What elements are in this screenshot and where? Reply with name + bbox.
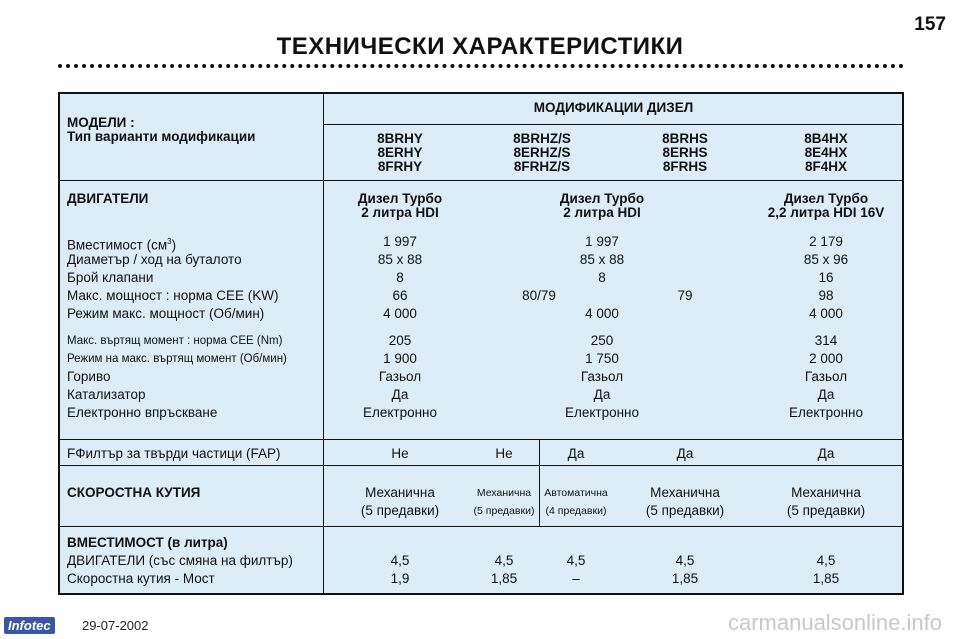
dotted-divider — [58, 64, 904, 68]
power-rpm-value: 4 000 — [809, 306, 843, 321]
engines-heading: ДВИГАТЕЛИ — [67, 191, 149, 206]
fap-label: FФилтър за твърди частици (FAP) — [67, 446, 281, 461]
model-code: 8FRHZ/S — [513, 159, 571, 174]
capacity-value: 1 997 — [383, 234, 417, 249]
page-title: ТЕХНИЧЕСКИ ХАРАКТЕРИСТИКИ — [276, 33, 684, 60]
catalyst-value: Да — [391, 387, 409, 402]
fuel-value: Газьол — [580, 369, 624, 384]
engine-oil-value: 4,5 — [675, 553, 695, 568]
row-divider — [60, 526, 902, 527]
model-code: 8ERHZ/S — [513, 145, 571, 160]
injection-value: Електронно — [788, 405, 864, 420]
bore-value: 85 x 88 — [579, 252, 625, 267]
page-number: 157 — [914, 14, 946, 35]
gearbox-gears: (5 предавки) — [645, 503, 725, 518]
spec-table — [58, 92, 904, 595]
injection-value: Електронно — [362, 405, 438, 420]
power-rpm-value: 4 000 — [383, 306, 417, 321]
power-rpm-value: 4 000 — [585, 306, 619, 321]
gearbox-gears: (4 предавки) — [545, 505, 607, 517]
power-label: Макс. мощност : норма CEE (KW) — [67, 288, 279, 303]
gearbox-type: Механична — [365, 485, 435, 500]
engine-oil-value: 4,5 — [390, 553, 410, 568]
torque-rpm-label: Режим на макс. въртящ момент (Об/мин) — [67, 353, 287, 365]
model-code: 8BRHZ/S — [513, 131, 571, 146]
gearbox-gears: (5 предавки) — [360, 503, 440, 518]
model-code: 8E4HX — [804, 145, 848, 160]
model-code: 8FRHY — [377, 159, 423, 174]
fap-value: Не — [391, 446, 409, 461]
capacity-label-sup: 3 — [167, 237, 172, 246]
engine-oil-label: ДВИГАТЕЛИ (със смяна на филтър) — [67, 553, 293, 568]
gearbox-type: Механична — [791, 485, 861, 500]
row-divider — [60, 465, 902, 466]
engine-type: Дизел Турбо — [783, 191, 869, 206]
gearbox-oil-value: 1,9 — [390, 571, 410, 586]
gearbox-oil-value: – — [572, 571, 580, 586]
torque-value: 314 — [814, 333, 838, 348]
row-divider — [60, 439, 902, 440]
fuel-value: Газьол — [378, 369, 422, 384]
torque-rpm-value: 2 000 — [809, 351, 843, 366]
fap-value: Да — [817, 446, 835, 461]
fap-value: Да — [567, 446, 585, 461]
power-value: 66 — [392, 288, 408, 303]
power-value: 98 — [818, 288, 834, 303]
gearbox-type: Автоматична — [544, 487, 608, 499]
valves-label: Брой клапани — [67, 270, 154, 285]
gearbox-oil-value: 1,85 — [812, 571, 840, 586]
capacity-label-text: Вместимост (см — [67, 237, 168, 253]
model-code: 8B4HX — [804, 131, 848, 146]
gearbox-type: Механична — [650, 485, 720, 500]
fuel-value: Газьол — [804, 369, 848, 384]
torque-rpm-value: 1 900 — [383, 351, 417, 366]
gearbox-heading: СКОРОСТНА КУТИЯ — [67, 485, 201, 500]
models-label: МОДЕЛИ : — [67, 115, 135, 130]
catalyst-value: Да — [593, 387, 611, 402]
engine-oil-value: 4,5 — [566, 553, 586, 568]
capacity-value: 1 997 — [585, 234, 619, 249]
row-divider — [60, 180, 902, 181]
valves-value: 16 — [818, 270, 834, 285]
bore-value: 85 x 96 — [803, 252, 849, 267]
fap-value: Да — [676, 446, 694, 461]
diesel-heading: МОДИФИКАЦИИ ДИЗЕЛ — [533, 100, 694, 115]
bore-value: 85 x 88 — [377, 252, 423, 267]
gearbox-oil-label: Скоростна кутия - Мост — [67, 571, 215, 586]
gearbox-oil-value: 1,85 — [490, 571, 518, 586]
gearbox-type: Механична — [476, 487, 532, 499]
power-rpm-label: Режим макс. мощност (Об/мин) — [67, 306, 265, 321]
valves-value: 8 — [396, 270, 404, 285]
col-divider — [323, 94, 324, 595]
power-value: 80/79 — [522, 288, 556, 303]
model-code: 8F4HX — [804, 159, 848, 174]
infotec-logo: Infotec — [4, 617, 55, 634]
power-value: 79 — [677, 288, 693, 303]
gearbox-gears: (5 предавки) — [786, 503, 866, 518]
model-code: 8ERHY — [377, 145, 423, 160]
injection-label: Електронно впръскване — [67, 405, 218, 420]
catalyst-label: Катализатор — [67, 387, 146, 402]
model-code: 8FRHS — [662, 159, 708, 174]
catalyst-value: Да — [817, 387, 835, 402]
torque-rpm-value: 1 750 — [585, 351, 619, 366]
variants-label: Тип варианти модификации — [67, 129, 256, 144]
engine-type: Дизел Турбо — [357, 191, 443, 206]
bore-label: Диаметър / ход на буталото — [67, 252, 242, 267]
torque-value: 250 — [590, 333, 614, 348]
fap-value: Не — [495, 446, 513, 461]
engine-oil-value: 4,5 — [494, 553, 514, 568]
watermark: carmanualsonline.info — [727, 610, 942, 635]
injection-value: Електронно — [564, 405, 640, 420]
torque-label: Макс. въртящ момент : норма CEE (Nm) — [67, 335, 283, 347]
engine-type: 2,2 литра HDI 16V — [767, 205, 885, 220]
valves-value: 8 — [598, 270, 606, 285]
gearbox-gears: (5 предавки) — [473, 505, 535, 517]
engine-type: 2 литра HDI — [361, 205, 439, 220]
torque-value: 205 — [388, 333, 412, 348]
model-code: 8BRHY — [377, 131, 423, 146]
engine-type: Дизел Турбо — [559, 191, 645, 206]
footer-date: 29-07-2002 — [82, 618, 149, 633]
model-code: 8BRHS — [662, 131, 708, 146]
fuel-label: Гориво — [67, 369, 111, 384]
model-code: 8ERHS — [662, 145, 708, 160]
capacity-label-end: ) — [171, 237, 177, 253]
row-divider — [323, 124, 902, 125]
capacities-heading: ВМЕСТИМОСТ (в литра) — [67, 535, 228, 550]
engine-type: 2 литра HDI — [563, 205, 641, 220]
gearbox-oil-value: 1,85 — [671, 571, 699, 586]
capacity-value: 2 179 — [809, 234, 843, 249]
engine-oil-value: 4,5 — [816, 553, 836, 568]
